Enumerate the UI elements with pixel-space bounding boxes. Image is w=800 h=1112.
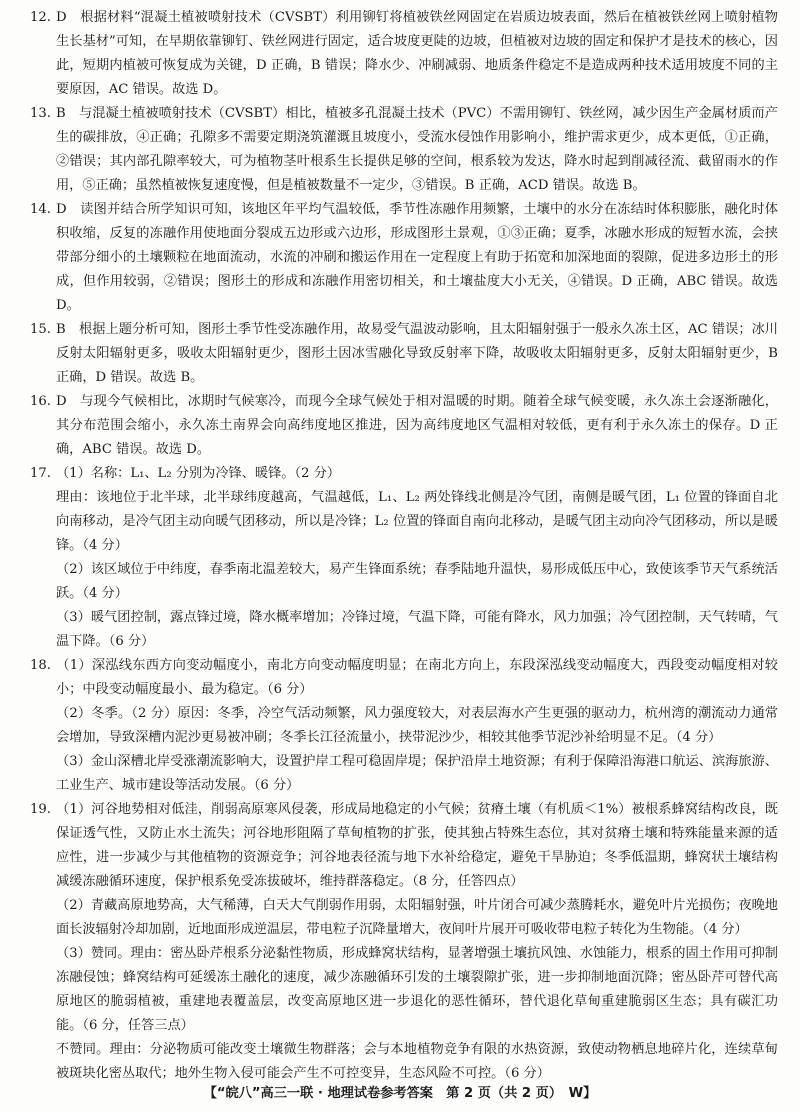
answer-first-paragraph: [30, 6, 778, 102]
answer-sub-paragraph: （3）暖气团控制，露点锋过境，降水概率增加；冷锋过境，气温下降，可能有降水，风力加强；冷气团控制，天气转晴，气温下降。（6 分）: [56, 610, 778, 649]
page-footer: 【“皖八”高三一联 · 地理试卷参考答案 第 2 页（共 2 页） W】: [203, 1086, 597, 1101]
answer-first-paragraph: [30, 102, 778, 198]
answer-sub-paragraph: （3）金山深槽北岸受涨潮流影响大，设置护岸工程可稳固岸堤；保护沿岸土地资源；有利于保障沿海港口航运、滨海旅游、工业生产、城市建设等活动发展。（6 分）: [56, 754, 778, 793]
answer-item: [30, 6, 778, 102]
question-number: 18.: [30, 658, 51, 673]
question-number: 13.: [30, 106, 51, 121]
answer-text: D 与现今气候相比，冰期时气候寒冷，而现今全球气候处于相对温暖的时期。随着全球气候变暖，永久冻土会逐渐融化，其分布范围会缩小，永久冻土南界会向高纬度地区推进，因为高纬度地区气温相对较低，更有利于永久冻土的保存。D 正确，ABC 错误。故选 D。: [56, 394, 778, 457]
answer-text: （1）深泓线东西方向变动幅度小，南北方向变动幅度明显；在南北方向上，东段深泓线变动幅度大，西段变动幅度相对较小；中段变动幅度最小、最为稳定。（6 分）: [56, 658, 778, 697]
answer-first-paragraph: [30, 318, 778, 390]
question-number: 17.: [30, 466, 51, 481]
answer-item: [30, 798, 778, 1086]
answer-text: （1）名称：L₁、L₂ 分别为冷锋、暖锋。（2 分）: [56, 466, 341, 481]
answer-list: [30, 6, 778, 1086]
answer-sub-paragraph: （2）冬季。（2 分）原因：冬季，冷空气活动频繁，风力强度较大，对表层海水产生更强的驱动力，杭州湾的潮流动力通常会增加，导致深槽内泥沙更易被冲刷；冬季长江径流量小，挟带泥沙少，相较其他季节泥沙补给明显不足。（4 分）: [56, 706, 778, 745]
answer-sub-paragraph: 理由：该地位于北半球，北半球纬度越高，气温越低，L₁、L₂ 两处锋线北侧是冷气团，南侧是暖气团，L₁ 位置的锋面自北向南移动，是冷气团主动向暖气团移动，所以是冷锋；L₂ 位置的锋面自南向北移动，是暖气团主动向冷气团移动，所以是暖锋。（4 分）: [56, 490, 778, 553]
answer-first-paragraph: [30, 390, 778, 462]
question-number: 12.: [30, 10, 51, 25]
answer-first-paragraph: [30, 798, 778, 894]
answer-first-paragraph: [30, 654, 778, 702]
answer-first-paragraph: [30, 198, 778, 318]
answer-text: D 根据材料“混凝土植被喷射技术（CVSBT）利用铆钉将植被铁丝网固定在岩质边坡表面，然后在植被铁丝网上喷射植物生长基材”可知，在早期依靠铆钉、铁丝网进行固定，适合坡度更陡的边坡，但植被对边坡的固定和保护才是技术的核心，因此，短期内植被可恢复成为关键，D 正确，B 错误；降水少、冲刷减弱、地质条件稳定不是造成两种技术适用坡度不同的主要原因，AC 错误。故选 D。: [56, 10, 778, 97]
question-number: 19.: [30, 802, 51, 817]
answer-item: [30, 102, 778, 198]
answer-item: [30, 654, 778, 798]
answer-item: [30, 198, 778, 318]
answer-text: B 与混凝土植被喷射技术（CVSBT）相比，植被多孔混凝土技术（PVC）不需用铆钉、铁丝网，减少因生产金属材质而产生的碳排放，④正确；孔隙多不需要定期浇筑灌溉且坡度小，受流水侵蚀作用影响小，维护需求更少，成本更低，①正确，②错误；其内部孔隙率较大，可为植物茎叶根系生长提供足够的空间，根系较为发达，降水时起到削减径流、截留雨水的作用，⑤正确；虽然植被恢复速度慢，但是植被数量不一定少，③错误。B 正确，ACD 错误。故选 B。: [56, 106, 778, 193]
answer-text: D 读图并结合所学知识可知，该地区年平均气温较低，季节性冻融作用频繁，土壤中的水分在冻结时体积膨胀，融化时体积收缩，反复的冻融作用使地面分裂成五边形或六边形，形成图形土景观，①③正确；夏季，冰融水形成的短暂水流，会挟带部分细小的土壤颗粒在地面流动，水流的冲刷和搬运作用在一定程度上有助于拓宽和加深地面的裂隙，促进多边形土的形成，但作用较弱，②错误；图形土的形成和冻融作用密切相关，和土壤盐度大小无关，④错误。D 正确，ABC 错误。故选 D。: [56, 202, 778, 313]
answer-sub-paragraph: （3）赞同。理由：密丛卧芹根系分泌黏性物质，形成蜂窝状结构，显著增强土壤抗风蚀、水蚀能力，根系的固土作用可抑制冻融侵蚀；蜂窝结构可延缓冻土融化的速度，减少冻融循环引发的土壤裂隙扩张，进一步抑制地面沉降；密丛卧芹可替代高原地区的脆弱植被，重建地表覆盖层，改变高原地区进一步退化的恶性循环，替代退化草甸重建脆弱区生态；具有碳汇功能。（6 分，任答三点）: [56, 946, 778, 1033]
question-number: 14.: [30, 202, 51, 217]
answer-text: B 根据上题分析可知，图形土季节性受冻融作用，故易受气温波动影响，且太阳辐射强于一般永久冻土区，AC 错误；冰川反射太阳辐射更多，吸收太阳辐射更少，图形土因冰雪融化导致反射率下降，故吸收太阳辐射更多，反射太阳辐射更少，B 正确，D 错误。故选 B。: [56, 322, 778, 385]
answer-sub-paragraph: （2）该区域位于中纬度，春季南北温差较大，易产生锋面系统；春季陆地升温快，易形成低压中心，致使该季节天气系统活跃。（4 分）: [56, 562, 778, 601]
question-number: 16.: [30, 394, 51, 409]
question-number: 15.: [30, 322, 51, 337]
answer-text: （1）河谷地势相对低洼，削弱高原寒风侵袭，形成局地稳定的小气候；贫瘠土壤（有机质＜1%）被根系蜂窝结构改良，既保证透气性，又防止水土流失；河谷地形阻隔了草甸植物的扩张，使其独占特殊生态位，其对贫瘠土壤和特殊能量来源的适应性，进一步减少与其他植物的资源竞争；河谷地表径流与地下水补给稳定，避免干旱胁迫；冬季低温期，蜂窝状土壤结构减缓冻融循环速度，保护根系免受冻拔破坏，维持群落稳定。（8 分，任答四点）: [56, 802, 778, 889]
answer-item: [30, 462, 778, 654]
answer-item: [30, 318, 778, 390]
answer-sub-paragraph: 不赞同。理由：分泌物质可能改变土壤微生物群落；会与本地植物竞争有限的水热资源，致使动物栖息地碎片化，连续草甸被斑块化密丛取代；地外生物入侵可能会产生不可控变异，生态风险不可控。（6 分）: [56, 1042, 778, 1081]
answer-item: [30, 390, 778, 462]
answer-first-paragraph: [30, 462, 778, 486]
answer-sub-paragraph: （2）青藏高原地势高，大气稀薄，白天大气削弱作用弱，太阳辐射强，叶片闭合可减少蒸腾耗水，避免叶片光损伤；夜晚地面长波辐射冷却加剧，近地面形成逆温层，带电粒子沉降量增大，夜间叶片展开可吸收带电粒子转化为生物能。（4 分）: [56, 898, 778, 937]
